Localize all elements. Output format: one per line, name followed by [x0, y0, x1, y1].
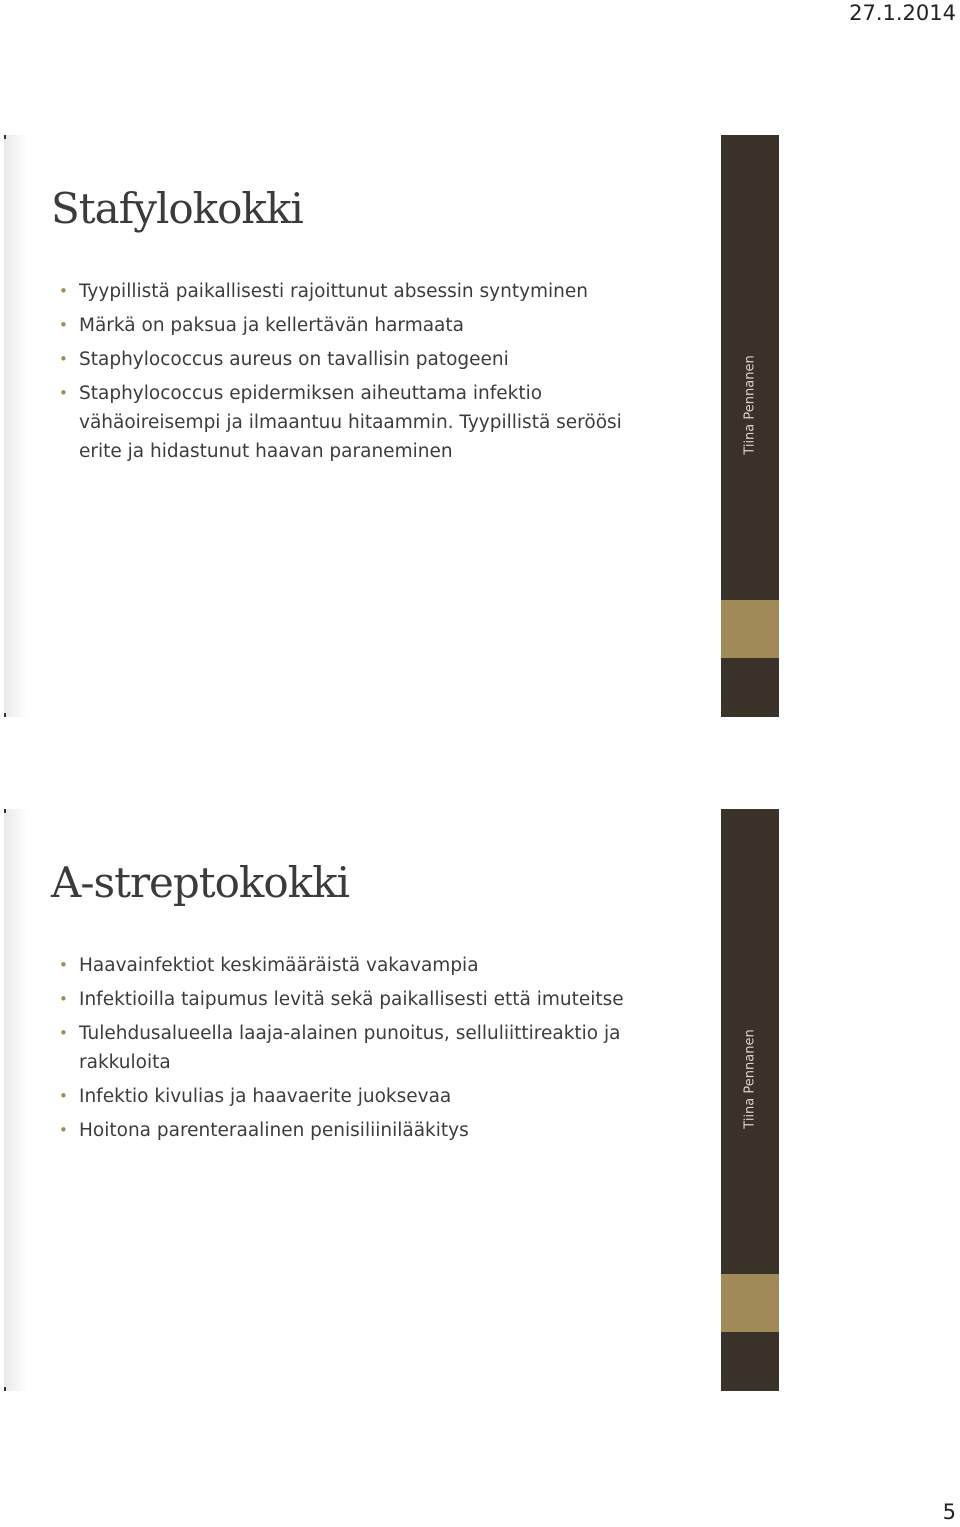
- bullet-item: [58, 1082, 658, 1111]
- side-band: [721, 135, 779, 717]
- bullet-dot-icon: •: [59, 282, 68, 300]
- slide-corner-mark: [4, 135, 6, 139]
- slide-a-streptokokki: [4, 809, 779, 1391]
- bullet-dot-icon: •: [59, 990, 68, 1008]
- bullet-item: [58, 277, 658, 306]
- bullet-item: [58, 951, 658, 980]
- author-label: Tiina Pennanen: [742, 355, 758, 455]
- bullet-text: Staphylococcus aureus on tavallisin patogeeni: [79, 349, 509, 370]
- bullet-item: [58, 311, 658, 340]
- bullet-text: Infektio kivulias ja haavaerite juoksevaa: [79, 1086, 452, 1107]
- bullet-dot-icon: •: [59, 1087, 68, 1105]
- page-date: 27.1.2014: [849, 1, 956, 25]
- side-band: [721, 809, 779, 1391]
- slide-corner-mark: [4, 809, 6, 813]
- bullet-item: [58, 379, 658, 466]
- bullet-list: [58, 277, 658, 471]
- bullet-text: Tulehdusalueella laaja-alainen punoitus, selluliittireaktio ja rakkuloita: [79, 1023, 621, 1073]
- bullet-item: [58, 1116, 658, 1145]
- bullet-text: Haavainfektiot keskimääräistä vakavampia: [79, 955, 479, 976]
- bullet-text: Märkä on paksua ja kellertävän harmaata: [79, 315, 464, 336]
- slide-title: A-streptokokki: [51, 858, 350, 907]
- bullet-text: Staphylococcus epidermiksen aiheuttama infektio vähäoireisempi ja ilmaantuu hitaammin. Tyypillistä seröösi erite ja hidastunut haavan paraneminen: [79, 383, 622, 462]
- bullet-dot-icon: •: [59, 1121, 68, 1139]
- bullet-item: [58, 345, 658, 374]
- slide-stafylokokki: [4, 135, 779, 717]
- accent-block: [721, 1274, 779, 1332]
- slide-corner-mark: [4, 1387, 6, 1391]
- bullet-dot-icon: •: [59, 350, 68, 368]
- slide-title: Stafylokokki: [51, 184, 303, 233]
- page-number: 5: [942, 1500, 956, 1524]
- bullet-dot-icon: •: [59, 316, 68, 334]
- bullet-item: [58, 1019, 658, 1077]
- slide-corner-mark: [4, 713, 6, 717]
- bullet-dot-icon: •: [59, 384, 68, 402]
- bullet-text: Infektioilla taipumus levitä sekä paikallisesti että imuteitse: [79, 989, 624, 1010]
- accent-block: [721, 600, 779, 658]
- author-label: Tiina Pennanen: [742, 1029, 758, 1129]
- bullet-list: [58, 951, 658, 1150]
- bullet-item: [58, 985, 658, 1014]
- bullet-dot-icon: •: [59, 956, 68, 974]
- bullet-text: Tyypillistä paikallisesti rajoittunut absessin syntyminen: [79, 281, 589, 302]
- bullet-text: Hoitona parenteraalinen penisiliinilääkitys: [79, 1120, 469, 1141]
- bullet-dot-icon: •: [59, 1024, 68, 1042]
